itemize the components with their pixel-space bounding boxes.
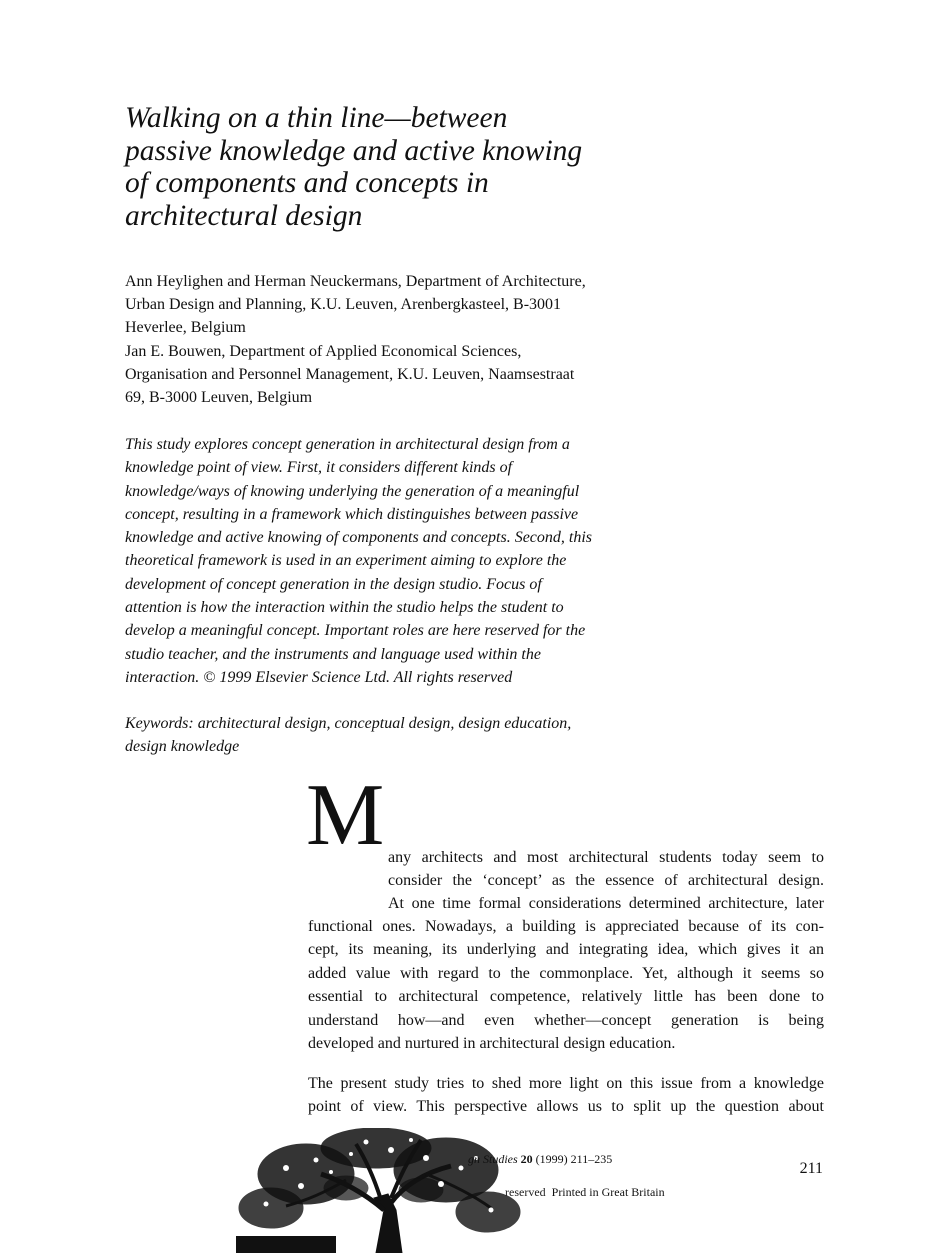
abstract-line: concept, resulting in a framework which distinguishes between passive [125, 505, 579, 523]
affiliation-line: Jan E. Bouwen, Department of Applied Economical Sciences, [125, 342, 522, 360]
drop-cap: M [306, 767, 385, 864]
journal-citation [468, 1152, 612, 1166]
affiliation-line: 69, B-3000 Leuven, Belgium [125, 389, 313, 407]
title-line: architectural design [125, 199, 363, 232]
year-pages: (1999) 211–235 [535, 1152, 613, 1166]
journal-name: gn Studies [468, 1152, 518, 1166]
abstract-line: attention is how the interaction within the studio helps the student to [125, 599, 564, 617]
abstract-line: interaction. © 1999 Elsevier Science Ltd. All rights reserved [125, 668, 513, 686]
volume-number: 20 [520, 1152, 533, 1166]
title-line: of components and concepts in [125, 167, 489, 199]
elsevier-tree-logo [226, 1128, 526, 1253]
title-line: Walking on a thin line—between [125, 102, 508, 134]
abstract-line: studio teacher, and the instruments and language used within the [125, 645, 541, 663]
title-line: passive knowledge and active knowing [125, 134, 583, 167]
body-text-line: cept, its meaning, its underlying and integrating idea, which gives it an [308, 941, 824, 958]
abstract-line: knowledge/ways of knowing underlying the generation of a meaningful [125, 482, 580, 500]
abstract-line: knowledge point of view. First, it considers different kinds of [125, 459, 513, 477]
body-text-line: added value with regard to the commonplace. Yet, although it seems so [308, 965, 824, 982]
article-title [125, 102, 685, 232]
body-text-line: point of view. This perspective allows us to split up the question about [308, 1098, 824, 1115]
affiliation-line: Urban Design and Planning, K.U. Leuven, Arenbergkasteel, B-3001 [125, 296, 562, 314]
body-text-line: At one time formal considerations determined architecture, later [388, 895, 824, 912]
body-text-line: The present study tries to shed more light on this issue from a knowledge [308, 1075, 824, 1092]
abstract-line: development of concept generation in the design studio. Focus of [125, 575, 542, 593]
affiliation-line: Organisation and Personnel Management, K.U. Leuven, Naamsestraat [125, 365, 575, 383]
body-text-line: developed and nurtured in architectural design education. [308, 1035, 676, 1052]
body-text-line: functional ones. Nowadays, a building is appreciated because of its con- [308, 918, 824, 935]
body-text-line: any architects and most architectural students today seem to [388, 849, 824, 866]
abstract-line: This study explores concept generation in architectural design from a [125, 436, 570, 453]
keywords-line: Keywords: architectural design, conceptual design, design education, [125, 715, 572, 732]
affiliation-line: Heverlee, Belgium [125, 319, 246, 337]
author-affiliations [125, 270, 665, 409]
abstract-line: knowledge and active knowing of components and concepts. Second, this [125, 529, 593, 547]
body-text-line: understand how—and even whether—concept generation is being [308, 1012, 824, 1029]
affiliation-line: Ann Heylighen and Herman Neuckermans, Department of Architecture, [125, 273, 586, 290]
body-text-line: essential to architectural competence, relatively little has been done to [308, 988, 824, 1005]
body-text-line: consider the ‘concept’ as the essence of architectural design. [388, 872, 824, 889]
abstract [125, 433, 665, 689]
keywords-line: design knowledge [125, 738, 240, 756]
printed-in: Printed in Great Britain [551, 1185, 665, 1199]
page-number: 211 [799, 1160, 823, 1177]
copyright-notice: reserved Printed in Great Britain [505, 1185, 665, 1199]
abstract-line: theoretical framework is used in an experiment aiming to explore the [125, 552, 567, 570]
keywords [125, 712, 665, 759]
abstract-line: develop a meaningful concept. Important roles are here reserved for the [125, 622, 586, 640]
